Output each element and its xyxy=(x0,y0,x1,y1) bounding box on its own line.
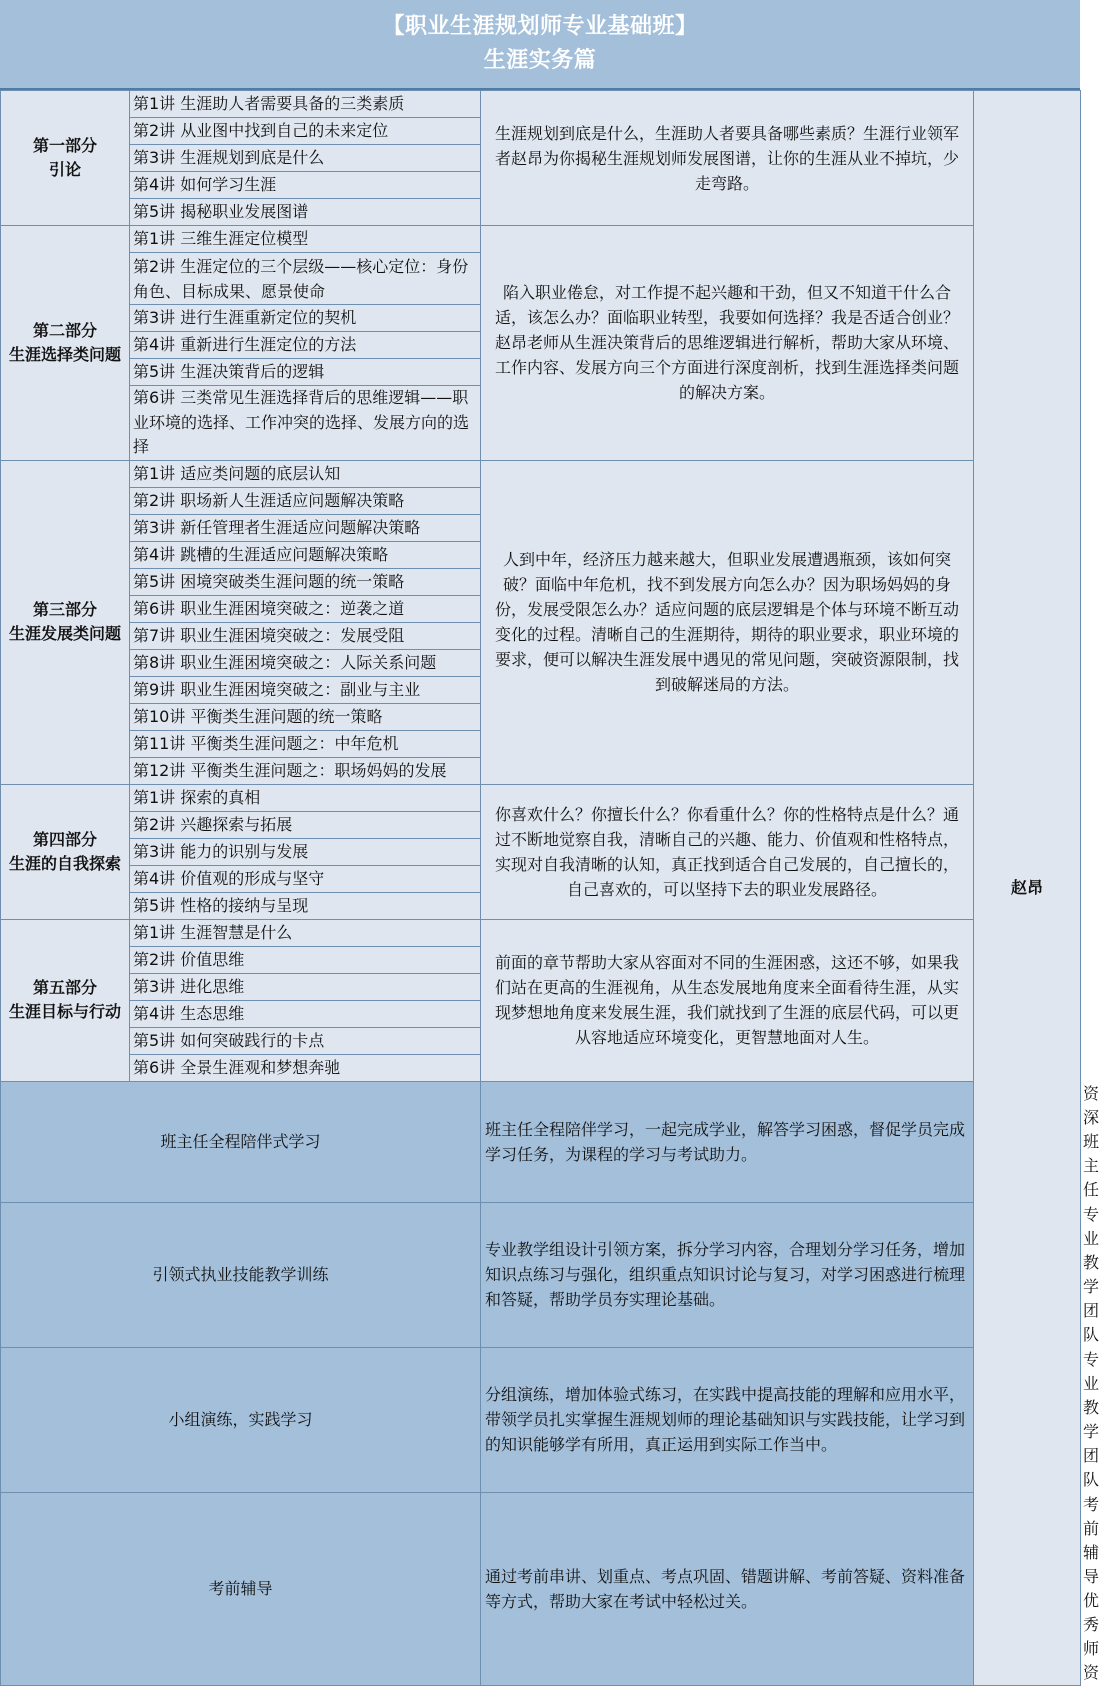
service-name: 引领式执业技能教学训练 xyxy=(1,1202,481,1347)
lecture-item: 第5讲 如何突破践行的卡点 xyxy=(130,1027,481,1054)
lecture-item: 第1讲 探索的真相 xyxy=(130,784,481,811)
lecture-item: 第2讲 兴趣探索与拓展 xyxy=(130,811,481,838)
service-description: 通过考前串讲、划重点、考点巩固、错题讲解、考前答疑、资料准备等方式，帮助大家在考试中轻松过关。 xyxy=(481,1492,974,1685)
lecture-item: 第2讲 生涯定位的三个层级——核心定位：身份角色、目标成果、愿景使命 xyxy=(130,253,481,305)
service-team-line1: 考前辅导 xyxy=(1083,1494,1099,1586)
section-3-part: 第三部分 xyxy=(32,600,97,619)
section-4-name: 生涯的自我探索 xyxy=(8,853,121,873)
lecture-item: 第4讲 价值观的形成与坚守 xyxy=(130,865,481,892)
lecture-item: 第3讲 进化思维 xyxy=(130,973,481,1000)
lecture-item: 第3讲 进行生涯重新定位的契机 xyxy=(130,305,481,332)
service-description: 分组演练，增加体验式练习，在实践中提高技能的理解和应用水平，带领学员扎实掌握生涯规划师的理论基础知识与实践技能，让学习到的知识能够学有所用，真正运用到实际工作当中。 xyxy=(481,1347,974,1492)
section-5-part: 第五部分 xyxy=(32,978,97,997)
page-subtitle: 生涯实务篇 xyxy=(483,48,597,73)
lecture-item: 第5讲 性格的接纳与呈现 xyxy=(130,892,481,919)
lecture-item: 第1讲 三维生涯定位模型 xyxy=(130,226,481,253)
lecture-item: 第6讲 全景生涯观和梦想奔驰 xyxy=(130,1054,481,1081)
lecture-item: 第4讲 重新进行生涯定位的方法 xyxy=(130,332,481,359)
section-4-description: 你喜欢什么？你擅长什么？你看重什么？你的性格特点是什么？通过不断地觉察自我，清晰自己的兴趣、能力、价值观和性格特点，实现对自我清晰的认知，真正找到适合自己发展的，自己擅长的，自己喜欢的，可以坚持下去的职业发展路径。 xyxy=(481,784,974,919)
lecture-item: 第8讲 职业生涯困境突破之：人际关系问题 xyxy=(130,649,481,676)
teacher-name: 赵昂 xyxy=(974,91,1081,1686)
lecture-item: 第1讲 生涯智慧是什么 xyxy=(130,919,481,946)
service-row: 班主任全程陪伴式学习 班主任全程陪伴学习，一起完成学业，解答学习困惑，督促学员完成学习任务，为课程的学习与考试助力。 资深班主任 xyxy=(1,1081,1081,1202)
lecture-item: 第3讲 生涯规划到底是什么 xyxy=(130,145,481,172)
lecture-item: 第4讲 生态思维 xyxy=(130,1000,481,1027)
curriculum-table xyxy=(0,90,1099,1686)
lecture-item: 第1讲 生涯助人者需要具备的三类素质 xyxy=(130,91,481,118)
service-team-line2: 优秀师资 xyxy=(1083,1590,1099,1682)
section-1-name: 引论 xyxy=(48,160,81,179)
page-title: 【职业生涯规划师专业基础班】 xyxy=(382,14,698,39)
section-1-description: 生涯规划到底是什么，生涯助人者要具备哪些素质？生涯行业领军者赵昂为你揭秘生涯规划师发展图谱，让你的生涯从业不掉坑，少走弯路。 xyxy=(481,91,974,226)
lecture-item: 第1讲 适应类问题的底层认知 xyxy=(130,460,481,487)
service-name: 考前辅导 xyxy=(1,1492,481,1685)
lecture-item: 第6讲 三类常见生涯选择背后的思维逻辑——职业环境的选择、工作冲突的选择、发展方向的选择 xyxy=(130,386,481,461)
lecture-item: 第10讲 平衡类生涯问题的统一策略 xyxy=(130,703,481,730)
section-3-description: 人到中年，经济压力越来越大，但职业发展遭遇瓶颈，该如何突破？面临中年危机，找不到发展方向怎么办？因为职场妈妈的身份，发展受限怎么办？适应问题的底层逻辑是个体与环境不断互动变化的过程。清晰自己的生涯期待，期待的职业要求，职业环境的要求，便可以解决生涯发展中遇见的常见问题，突破资源限制，找到破解迷局的方法。 xyxy=(481,460,974,784)
lecture-item: 第5讲 困境突破类生涯问题的统一策略 xyxy=(130,568,481,595)
service-row: 引领式执业技能教学训练 专业教学组设计引领方案，拆分学习内容，合理划分学习任务，增加知识点练习与强化，组织重点知识讨论与复习，对学习困惑进行梳理和答疑，帮助学员夯实理论基础。 专业教学团队 xyxy=(1,1202,1081,1347)
lecture-item: 第3讲 能力的识别与发展 xyxy=(130,838,481,865)
lecture-item: 第11讲 平衡类生涯问题之：中年危机 xyxy=(130,730,481,757)
lecture-item: 第4讲 如何学习生涯 xyxy=(130,172,481,199)
lecture-item: 第2讲 价值思维 xyxy=(130,946,481,973)
lecture-item: 第5讲 揭秘职业发展图谱 xyxy=(130,199,481,226)
section-2-part: 第二部分 xyxy=(32,320,97,340)
lecture-item: 第4讲 跳槽的生涯适应问题解决策略 xyxy=(130,541,481,568)
section-1-cell xyxy=(1,91,130,226)
section-3-cell xyxy=(1,460,130,784)
lecture-item: 第2讲 职场新人生涯适应问题解决策略 xyxy=(130,487,481,514)
section-5-cell xyxy=(1,919,130,1081)
service-row: 小组演练，实践学习 分组演练，增加体验式练习，在实践中提高技能的理解和应用水平，带领学员扎实掌握生涯规划师的理论基础知识与实践技能，让学习到的知识能够学有所用，真正运用到实际工作当中。 专业教学团队 xyxy=(1,1347,1081,1492)
section-5-description: 前面的章节帮助大家从容面对不同的生涯困惑，这还不够，如果我们站在更高的生涯视角，从生态发展地角度来全面看待生涯，从实现梦想地角度来发展生涯，我们就找到了生涯的底层代码，可以更从容地适应环境变化，更智慧地面对人生。 xyxy=(481,919,974,1081)
lecture-item: 第12讲 平衡类生涯问题之：职场妈妈的发展 xyxy=(130,757,481,784)
section-4-part: 第四部分 xyxy=(32,829,97,849)
section-5-name: 生涯目标与行动 xyxy=(8,1002,121,1021)
section-4-cell xyxy=(1,784,130,919)
lecture-item: 第3讲 新任管理者生涯适应问题解决策略 xyxy=(130,514,481,541)
section-1-part: 第一部分 xyxy=(32,136,97,155)
section-3-name: 生涯发展类问题 xyxy=(8,624,121,643)
service-name: 班主任全程陪伴式学习 xyxy=(1,1081,481,1202)
service-row xyxy=(1,1492,1081,1685)
service-description: 班主任全程陪伴学习，一起完成学业，解答学习困惑，督促学员完成学习任务，为课程的学习与考试助力。 xyxy=(481,1081,974,1202)
lecture-item: 第6讲 职业生涯困境突破之：逆袭之道 xyxy=(130,595,481,622)
service-name: 小组演练，实践学习 xyxy=(1,1347,481,1492)
page-header xyxy=(0,0,1080,90)
section-2-name: 生涯选择类问题 xyxy=(8,344,121,364)
lecture-item: 第9讲 职业生涯困境突破之：副业与主业 xyxy=(130,676,481,703)
lecture-item: 第5讲 生涯决策背后的逻辑 xyxy=(130,359,481,386)
lecture-item: 第2讲 从业图中找到自己的未来定位 xyxy=(130,118,481,145)
service-description: 专业教学组设计引领方案，拆分学习内容，合理划分学习任务，增加知识点练习与强化，组织重点知识讨论与复习，对学习困惑进行梳理和答疑，帮助学员夯实理论基础。 xyxy=(481,1202,974,1347)
section-2-cell xyxy=(1,226,130,461)
section-2-description: 陷入职业倦怠，对工作提不起兴趣和干劲，但又不知道干什么合适，该怎么办？面临职业转型，我要如何选择？我是否适合创业？赵昂老师从生涯决策背后的思维逻辑进行解析，帮助大家从环境、工作内容、发展方向三个方面进行深度剖析，找到生涯选择类问题的解决方案。 xyxy=(481,226,974,461)
lecture-item: 第7讲 职业生涯困境突破之：发展受阻 xyxy=(130,622,481,649)
